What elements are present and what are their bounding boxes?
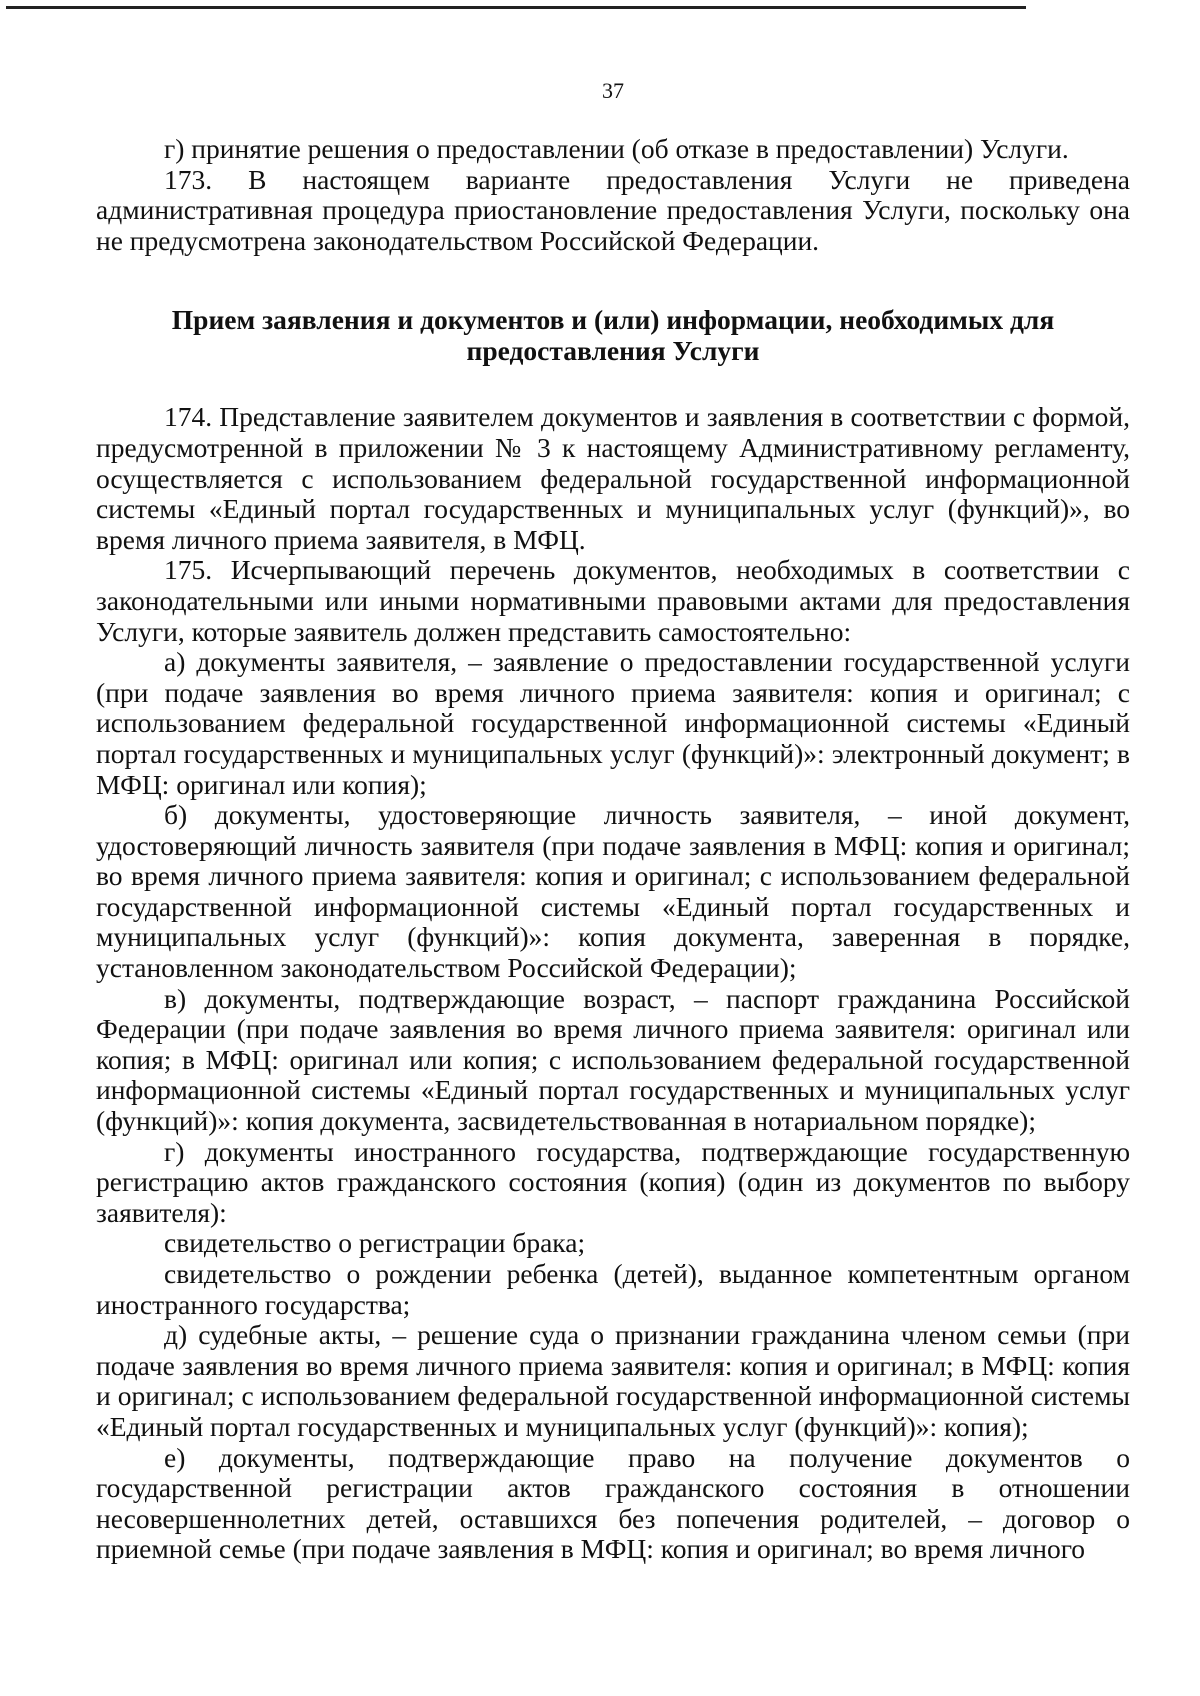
paragraph-175-g: г) документы иностранного государства, подтверждающие государственную регистрацию актов гражданского состояния (копия) (один из документов по выбору заявителя):: [96, 1135, 1130, 1228]
paragraph-175-b: б) документы, удостоверяющие личность заявителя, – иной документ, удостоверяющий личность заявителя (при подаче заявления в МФЦ: копия и оригинал; во время личного приема заявителя: копия и оригинал; с использованием федеральной государственной информационной системы «Единый портал государственных и муниципальных услуг (функций)»: копия документа, заверенная в порядке, установленном законодательством Российской Федерации);: [96, 799, 1130, 984]
document-page: [96, 78, 1130, 1565]
paragraph-175-d: д) судебные акты, – решение суда о признании гражданина членом семьи (при подаче заявления во время личного приема заявителя: копия и оригинал; в МФЦ: копия и оригинал; с использованием федеральной государственной информационной системы «Единый портал государственных и муниципальных услуг (функций)»: копия);: [96, 1319, 1130, 1442]
section-heading: [96, 304, 1130, 366]
section-heading-line-1: Прием заявления и документов и (или) информации, необходимых для: [171, 304, 1055, 336]
paragraph-175-e: е) документы, подтверждающие право на получение документов о государственной регистрации актов гражданского состояния в отношении несовершеннолетних детей, оставшихся без попечения родителей, – договор о приемной семье (при подаче заявления в МФЦ: копия и оригинал; во время личного: [96, 1441, 1130, 1565]
paragraph-175-a: а) документы заявителя, – заявление о предоставлении государственной услуги (при подаче заявления во время личного приема заявителя: копия и оригинал; с использованием федеральной государственной информационной системы «Единый портал государственных и муниципальных услуг (функций)»: электронный документ; в МФЦ: оригинал или копия);: [96, 646, 1130, 800]
paragraph-173: 173. В настоящем варианте предоставления Услуги не приведена административная процедура приостановление предоставления Услуги, поскольку она не предусмотрена законодательством Российской Федерации.: [96, 163, 1130, 256]
scan-top-rule: [6, 6, 1026, 9]
paragraph-g-decision: г) принятие решения о предоставлении (об отказе в предоставлении) Услуги.: [164, 133, 1069, 164]
paragraph-marriage-certificate: свидетельство о регистрации брака;: [164, 1227, 586, 1259]
section-heading-line-2: предоставления Услуги: [466, 335, 760, 367]
paragraph-175: 175. Исчерпывающий перечень документов, необходимых в соответствии с законодательными или иными нормативными правовыми актами для предоставления Услуги, которые заявитель должен представить самостоятельно:: [96, 554, 1130, 647]
paragraph-174: 174. Представление заявителем документов и заявления в соответствии с формой, предусмотренной в приложении № 3 к настоящему Административному регламенту, осуществляется с использованием федеральной государственной информационной системы «Единый портал государственных и муниципальных услуг (функций)», во время личного приема заявителя, в МФЦ.: [96, 401, 1130, 555]
paragraph-birth-certificate: свидетельство о рождении ребенка (детей), выданное компетентным органом иностранного государства;: [96, 1258, 1130, 1320]
page-number: 37: [602, 78, 624, 103]
paragraph-175-v: в) документы, подтверждающие возраст, – паспорт гражданина Российской Федерации (при подаче заявления во время личного приема заявителя: оригинал или копия; в МФЦ: оригинал или копия; с использованием федеральной государственной информационной системы «Единый портал государственных и муниципальных услуг (функций)»: копия документа, засвидетельствованная в нотариальном порядке);: [96, 982, 1130, 1137]
